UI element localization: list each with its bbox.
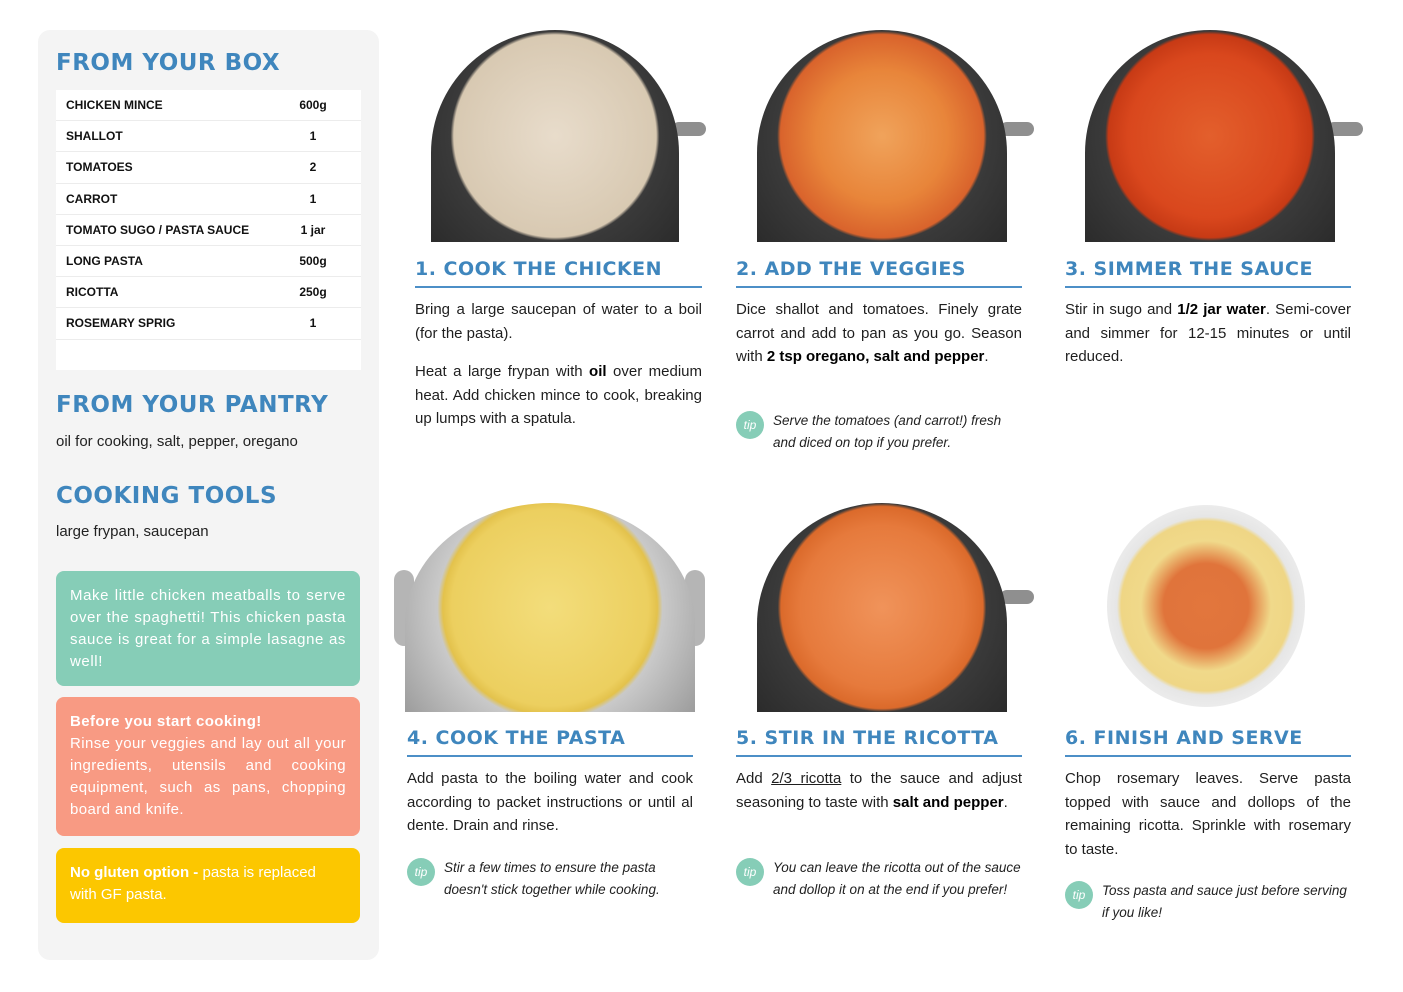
ingredient-name: ROSEMARY SPRIG — [66, 316, 176, 331]
step3-photo — [1085, 30, 1335, 242]
step2-seasoning: 2 tsp oregano, salt and pepper — [766, 348, 985, 365]
table-row — [56, 121, 361, 152]
before-cooking-title: Before you start cooking! — [70, 713, 262, 730]
ingredient-qty: 1 jar — [300, 222, 326, 237]
ingredient-qty: 250g — [299, 285, 327, 300]
step2-a: Dice shallot and tomatoes. Finely grate carrot and add to pan as you go. Season with — [736, 301, 1022, 365]
step2-c: . — [984, 348, 989, 365]
ingredient-name: CHICKEN MINCE — [66, 98, 163, 113]
step3-c: . Semi-cover and simmer for 12-15 minutes or until reduced. — [1065, 301, 1352, 365]
step2-para — [736, 298, 1022, 369]
table-row — [56, 308, 361, 339]
step5-ricotta: 2/3 ricotta — [771, 770, 842, 787]
step5-tip — [736, 857, 1022, 901]
step2-photo — [757, 30, 1007, 242]
tools-heading: COOKING TOOLS — [56, 483, 278, 509]
step5-d: . — [1003, 793, 1008, 811]
table-row — [56, 90, 361, 121]
tip-badge: tip — [736, 858, 764, 886]
step2-tip-text: Serve the tomatoes (and carrot!) fresh and diced on top if you prefer. — [773, 413, 1002, 450]
ingredient-name: RICOTTA — [66, 285, 119, 300]
tip-badge: tip — [736, 411, 764, 439]
ingredient-name: TOMATOES — [66, 160, 133, 175]
ingredients-table — [56, 90, 361, 370]
tip-badge: tip — [1065, 881, 1093, 909]
step1-text — [415, 298, 702, 446]
step3-para — [1065, 298, 1351, 369]
ingredient-qty: 1 — [309, 191, 317, 206]
box-heading: FROM YOUR BOX — [56, 50, 281, 76]
step6-text — [1065, 767, 1351, 876]
step-title-4: 4. COOK THE PASTA — [407, 727, 693, 757]
step3-water: 1/2 jar water — [1177, 301, 1266, 318]
step-title-2: 2. ADD THE VEGGIES — [736, 258, 1022, 288]
table-row — [56, 215, 361, 246]
table-row — [56, 246, 361, 277]
before-cooking-text: Rinse your veggies and lay out all your ingredients, utensils and cooking equipment, such as pans, chopping board and knife. — [70, 735, 346, 818]
table-row — [56, 152, 361, 183]
tools-text: large frypan, saucepan — [56, 523, 209, 540]
step5-para — [736, 767, 1022, 814]
ingredient-qty: 1 — [309, 129, 317, 144]
step2-text — [736, 298, 1022, 384]
tip-badge: tip — [407, 858, 435, 886]
ingredient-name: SHALLOT — [66, 129, 123, 144]
ingredient-qty: 2 — [309, 160, 317, 175]
step4-photo — [405, 503, 695, 712]
step1-photo — [431, 30, 679, 242]
gluten-note-text: pasta is replaced with GF pasta. — [70, 864, 316, 903]
ingredient-qty: 500g — [299, 254, 327, 269]
step1-para2-a: Heat a large frypan with — [415, 363, 590, 380]
step-title-6: 6. FINISH AND SERVE — [1065, 727, 1351, 757]
gluten-note — [56, 848, 360, 923]
step1-para2-c: over medium heat. Add chicken mince to cook, breaking up lumps with a spatula. — [415, 363, 702, 427]
step6-para: Chop rosemary leaves. Serve pasta topped with sauce and dollops of the remaining ricotta. Sprinkle with rosemary to taste. — [1065, 770, 1351, 858]
table-row — [56, 277, 361, 308]
step4-tip-text: Stir a few times to ensure the pasta doesn't stick together while cooking. — [444, 860, 660, 897]
step6-photo — [1107, 505, 1305, 707]
pan-handle — [1000, 590, 1034, 604]
step5-tip-text: You can leave the ricotta out of the sauce and dollop it on at the end if you prefer! — [773, 860, 1021, 897]
step3-a: Stir in sugo and — [1065, 301, 1178, 318]
pantry-heading: FROM YOUR PANTRY — [56, 392, 329, 418]
step-title-1: 1. COOK THE CHICKEN — [415, 258, 702, 288]
step1-oil: oil — [589, 363, 607, 380]
step-title-3: 3. SIMMER THE SAUCE — [1065, 258, 1351, 288]
step1-para2 — [415, 360, 702, 431]
step5-seasoning: salt and pepper — [892, 793, 1004, 811]
meatball-note: Make little chicken meatballs to serve over the spaghetti! This chicken pasta sauce is great for a simple lasagne as well! — [56, 571, 360, 686]
step2-tip — [736, 410, 1022, 454]
ingredient-qty: 600g — [299, 98, 327, 113]
step1-para1: Bring a large saucepan of water to a boil (for the pasta). — [415, 301, 702, 342]
step5-text — [736, 767, 1022, 829]
step5-a: Add — [736, 770, 772, 787]
step5-b: to the sauce and adjust seasoning to taste with — [736, 770, 1022, 811]
step-title-5: 5. STIR IN THE RICOTTA — [736, 727, 1022, 757]
step5-photo — [757, 503, 1007, 712]
gluten-note-title: No gluten option - — [70, 864, 199, 881]
ingredient-name: CARROT — [66, 191, 118, 206]
ingredient-qty: 1 — [309, 316, 317, 331]
step6-tip — [1065, 880, 1351, 924]
sidebar — [38, 30, 379, 960]
pantry-text: oil for cooking, salt, pepper, oregano — [56, 433, 298, 450]
step4-tip — [407, 857, 693, 901]
step6-tip-text: Toss pasta and sauce just before serving if you like! — [1102, 883, 1347, 920]
ingredient-name: LONG PASTA — [66, 254, 143, 269]
before-cooking-note — [56, 697, 360, 836]
step3-text — [1065, 298, 1351, 384]
table-row — [56, 184, 361, 215]
step4-para: Add pasta to the boiling water and cook according to packet instructions or until al dente. Drain and rinse. — [407, 770, 693, 834]
ingredient-name: TOMATO SUGO / PASTA SAUCE — [66, 222, 250, 237]
step4-text — [407, 767, 693, 853]
